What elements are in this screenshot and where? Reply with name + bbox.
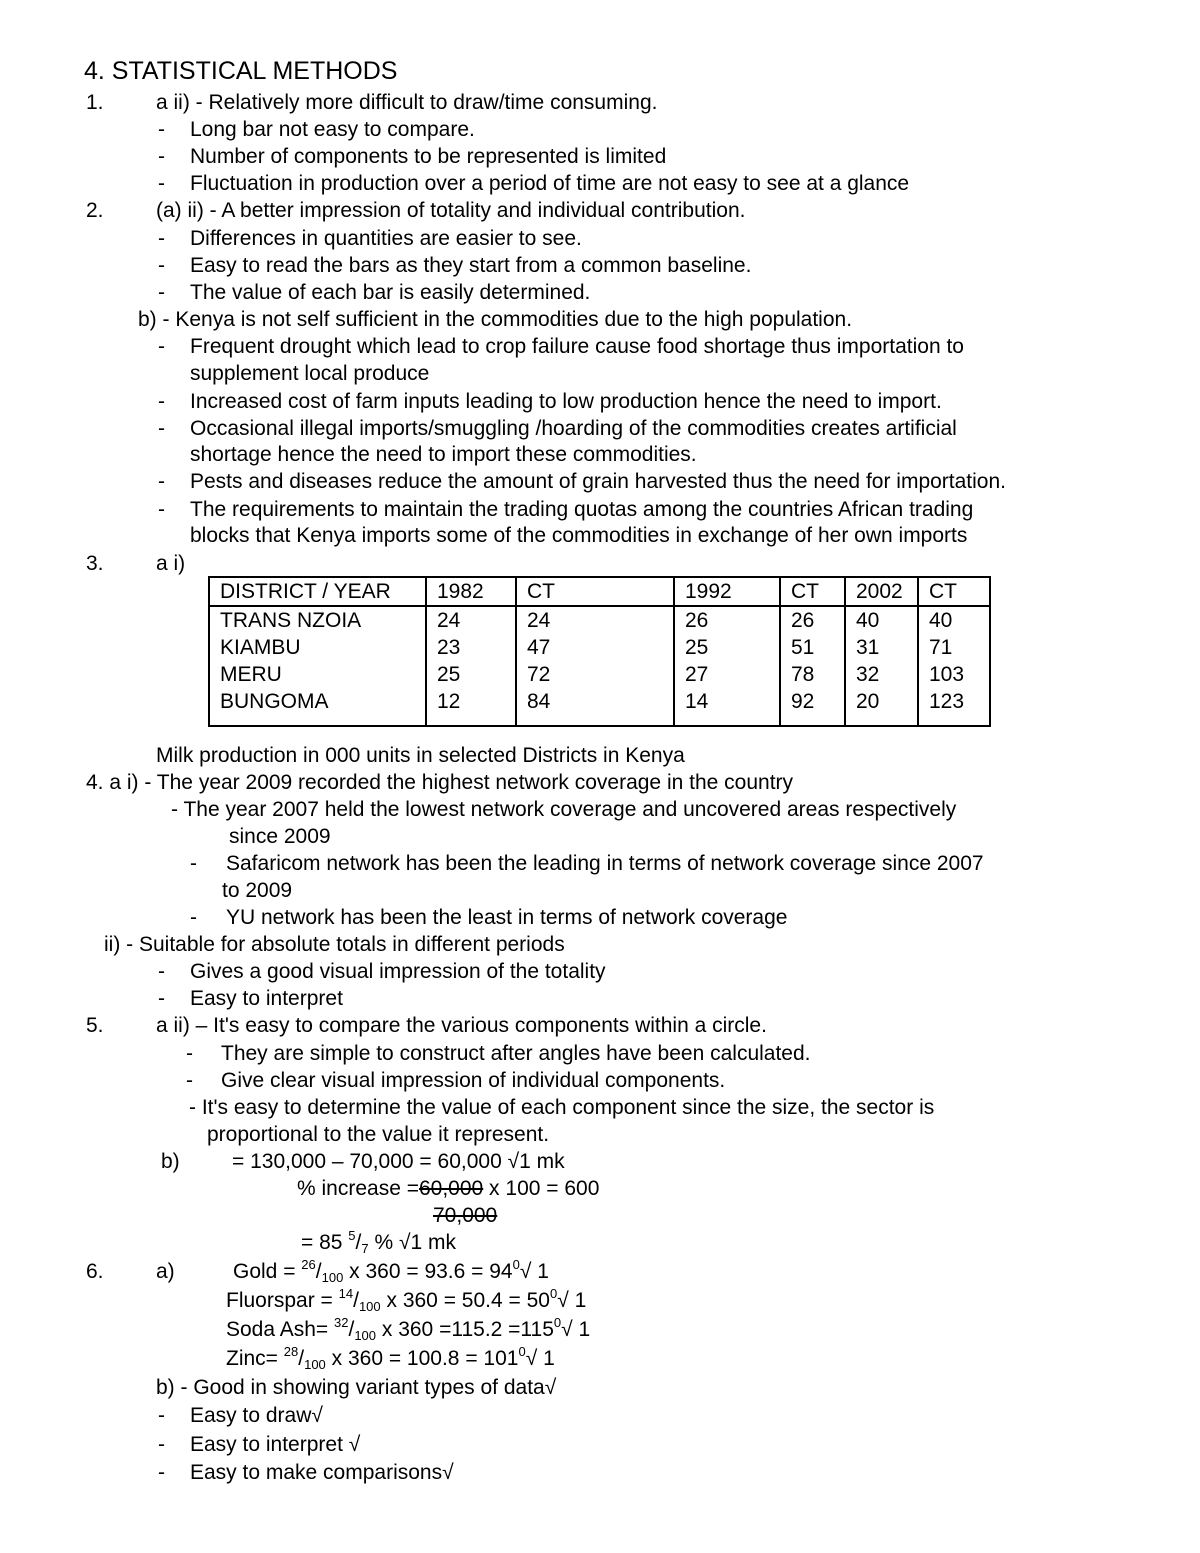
calc-tick: √ 1: [557, 1289, 587, 1312]
table-cell: 40: [918, 606, 990, 634]
calc-name: Soda Ash=: [226, 1318, 335, 1341]
calc-tick: √ 1: [561, 1318, 591, 1341]
q6-a-label: a): [156, 1260, 175, 1283]
q5-b-label: b): [161, 1150, 180, 1173]
calc-line-fluorspar: Fluorspar = $^{14}/_{100}$ x $360 = 50.4 = 50^0√$ 1: [226, 1286, 587, 1314]
degree-mark: 0: [553, 1315, 562, 1330]
q2-b-point: Occasional illegal imports/smuggling /hoarding of the commodities creates artificial: [190, 417, 957, 440]
q6-number: 6.: [86, 1260, 104, 1283]
result-fraction-den: 7: [361, 1241, 369, 1256]
result-fraction-num: 5: [348, 1228, 356, 1243]
q2-bullet-dash: -: [158, 390, 165, 413]
table-cell: 31: [845, 634, 918, 661]
q2-a-point: Differences in quantities are easier to see.: [190, 227, 582, 250]
q4-ii-point: Easy to interpret: [190, 987, 343, 1010]
table-cell: BUNGOMA: [209, 688, 426, 726]
q4-ii-point: Gives a good visual impression of the totality: [190, 960, 606, 983]
table-cell: 84: [516, 688, 674, 726]
q5-b-line: = 130,000 – 70,000 = 60,000 √1 mk: [232, 1150, 565, 1173]
milk-production-table: [208, 576, 991, 727]
q2-b-point-cont: shortage hence the need to import these commodities.: [190, 443, 697, 466]
q1-intro: a ii) - Relatively more difficult to draw/time consuming.: [156, 91, 658, 114]
q1-bullet-dash: -: [158, 118, 165, 141]
fraction-denominator: 70,000: [433, 1204, 498, 1227]
q2-b-point: Increased cost of farm inputs leading to low production hence the need to import.: [190, 390, 942, 413]
calc-numerator: 26: [301, 1257, 316, 1272]
column-header: CT: [516, 577, 674, 606]
calc-body: x 360 = 50.4 = 50: [380, 1289, 550, 1312]
column-header: 1992: [674, 577, 780, 606]
table-cell: TRANS NZOIA: [209, 606, 426, 634]
table-cell: 24: [516, 606, 674, 634]
table-cell: 12: [426, 688, 516, 726]
q1-point: Long bar not easy to compare.: [190, 118, 475, 141]
q2-bullet-dash: -: [158, 417, 165, 440]
table-cell: 40: [845, 606, 918, 634]
q4-line: - The year 2007 held the lowest network coverage and uncovered areas respectively: [171, 798, 957, 821]
table-row: [209, 661, 990, 688]
calc-name: Gold =: [233, 1260, 302, 1283]
q2-a-intro: (a) ii) - A better impression of totality and individual contribution.: [156, 199, 746, 222]
table-cell: 32: [845, 661, 918, 688]
q2-b-point-cont: supplement local produce: [190, 362, 430, 385]
calc-tick: √ 1: [525, 1347, 555, 1370]
q2-bullet-dash: -: [158, 254, 165, 277]
q2-a-point: Easy to read the bars as they start from a common baseline.: [190, 254, 752, 277]
calc-line-soda-ash: Soda $Ash= ^{32}/_{100}$ x $360 =115.2 =115^0√$ 1: [226, 1315, 591, 1343]
table-row: [209, 688, 990, 726]
table-cell: 71: [918, 634, 990, 661]
calc-body: x 360 = 100.8 = 101: [325, 1347, 519, 1370]
q5-bullet-dash: -: [186, 1069, 193, 1092]
calc-name: Zinc=: [226, 1347, 284, 1370]
q2-b-point: Pests and diseases reduce the amount of grain harvested thus the need for importation.: [190, 470, 1006, 493]
result-post: % √1 mk: [368, 1231, 456, 1254]
q4-intro: 4. a i) - The year 2009 recorded the highest network coverage in the country: [86, 771, 794, 794]
table-caption: Milk production in 000 units in selected Districts in Kenya: [156, 744, 685, 767]
q4-line: YU network has been the least in terms of network coverage: [226, 906, 788, 929]
q2-bullet-dash: -: [158, 227, 165, 250]
calc-name: Fluorspar =: [226, 1289, 339, 1312]
table-cell: 103: [918, 661, 990, 688]
q5-result: [301, 1229, 456, 1256]
calc-denominator: 100: [358, 1299, 381, 1314]
calc-numerator: 28: [283, 1344, 299, 1359]
q2-a-point: The value of each bar is easily determined.: [190, 281, 591, 304]
calc-denominator: 100: [321, 1270, 344, 1285]
table-header-row: [209, 577, 990, 606]
table-cell: 78: [780, 661, 845, 688]
q5-extra-cont: proportional to the value it represent.: [207, 1123, 550, 1146]
q1-point: Number of components to be represented is limited: [190, 145, 667, 168]
calc-line-gold: Gold = $^{26}/_{100}$ x $360 = 93.6 = 94^0√$ 1: [233, 1257, 549, 1285]
q1-bullet-dash: -: [158, 172, 165, 195]
calc-line-zinc: Zinc= $^{28}/_{100}$ x $360 = 100.8 = 101^0√$ 1: [226, 1344, 555, 1372]
q6-b-point: Easy to interpret √: [190, 1433, 361, 1456]
table-cell: 123: [918, 688, 990, 726]
calc-body: x 360 =115.2 =115: [376, 1318, 554, 1341]
table-cell: MERU: [209, 661, 426, 688]
q2-bullet-dash: -: [158, 498, 165, 521]
result-fraction-slash: /: [355, 1231, 362, 1254]
column-header: CT: [780, 577, 845, 606]
column-header: DISTRICT / YEAR: [209, 577, 426, 606]
calc-numerator: 14: [338, 1286, 354, 1301]
table-cell: 24: [426, 606, 516, 634]
q4-ii-intro: ii) - Suitable for absolute totals in different periods: [104, 933, 565, 956]
q2-bullet-dash: -: [158, 335, 165, 358]
table-cell: 26: [780, 606, 845, 634]
table-cell: 26: [674, 606, 780, 634]
q6-b-point: Easy to draw√: [190, 1404, 323, 1427]
q4-bullet-dash: -: [190, 852, 197, 875]
calc-denominator: 100: [354, 1328, 377, 1343]
q4-bullet-dash: -: [158, 960, 165, 983]
calc-tick: √ 1: [519, 1260, 549, 1283]
q2-number: 2.: [86, 199, 104, 222]
column-header: CT: [918, 577, 990, 606]
q5-number: 5.: [86, 1014, 104, 1037]
q2-b-point: Frequent drought which lead to crop failure cause food shortage thus importation to: [190, 335, 964, 358]
fraction-numerator: 60,000: [418, 1177, 484, 1200]
page-title: 4. STATISTICAL METHODS: [84, 57, 398, 85]
q2-b-point: The requirements to maintain the trading quotas among the countries African trading: [190, 498, 974, 521]
q6-bullet-dash: -: [158, 1404, 165, 1427]
table-cell: 25: [674, 634, 780, 661]
percent-tail: x 100 = 600: [483, 1177, 600, 1200]
q5-bullet-dash: -: [186, 1042, 193, 1065]
q6-bullet-dash: -: [158, 1433, 165, 1456]
table-cell: KIAMBU: [209, 634, 426, 661]
degree-mark: 0: [512, 1257, 520, 1272]
table-cell: 47: [516, 634, 674, 661]
result-pre: = 85: [301, 1231, 349, 1254]
table-cell: 23: [426, 634, 516, 661]
q4-bullet-dash: -: [158, 987, 165, 1010]
q4-line-cont: to 2009: [222, 879, 293, 902]
q4-line-cont: since 2009: [229, 825, 331, 848]
q6-b-intro: b) - Good in showing variant types of data√: [156, 1376, 557, 1399]
table-row: [209, 634, 990, 661]
q5-extra: - It's easy to determine the value of each component since the size, the sector is: [189, 1096, 935, 1119]
q2-b-point-cont: blocks that Kenya imports some of the commodities in exchange of her own imports: [190, 524, 968, 547]
degree-mark: 0: [549, 1286, 558, 1301]
table-cell: 25: [426, 661, 516, 688]
calc-denominator: 100: [304, 1357, 326, 1372]
table-cell: 51: [780, 634, 845, 661]
table-cell: 14: [674, 688, 780, 726]
q5-point: Give clear visual impression of individual components.: [221, 1069, 726, 1092]
percent-label: % increase =: [297, 1177, 419, 1200]
column-header: 1982: [426, 577, 516, 606]
q6-bullet-dash: -: [158, 1461, 165, 1484]
q1-point: Fluctuation in production over a period of time are not easy to see at a glance: [190, 172, 910, 195]
q4-bullet-dash: -: [190, 906, 197, 929]
calc-body: x 360 = 93.6 = 94: [343, 1260, 513, 1283]
q1-number: 1.: [86, 91, 104, 114]
q1-bullet-dash: -: [158, 145, 165, 168]
q5-percent-increase: [297, 1175, 599, 1202]
q3-intro: a i): [156, 552, 186, 575]
calc-numerator: 32: [334, 1315, 349, 1330]
table-cell: 72: [516, 661, 674, 688]
q2-b-intro: b) - Kenya is not self sufficient in the commodities due to the high population.: [138, 308, 853, 331]
table-cell: 27: [674, 661, 780, 688]
column-header: 2002: [845, 577, 918, 606]
q2-bullet-dash: -: [158, 470, 165, 493]
q5-point: They are simple to construct after angles have been calculated.: [221, 1042, 811, 1065]
degree-mark: 0: [518, 1344, 526, 1359]
table-cell: 92: [780, 688, 845, 726]
q2-bullet-dash: -: [158, 281, 165, 304]
q6-b-point: Easy to make comparisons√: [190, 1461, 454, 1484]
q3-number: 3.: [86, 552, 104, 575]
q4-line: Safaricom network has been the leading in terms of network coverage since 2007: [226, 852, 984, 875]
q5-intro: a ii) – It's easy to compare the various components within a circle.: [156, 1014, 767, 1037]
table-cell: 20: [845, 688, 918, 726]
table-row: [209, 606, 990, 634]
